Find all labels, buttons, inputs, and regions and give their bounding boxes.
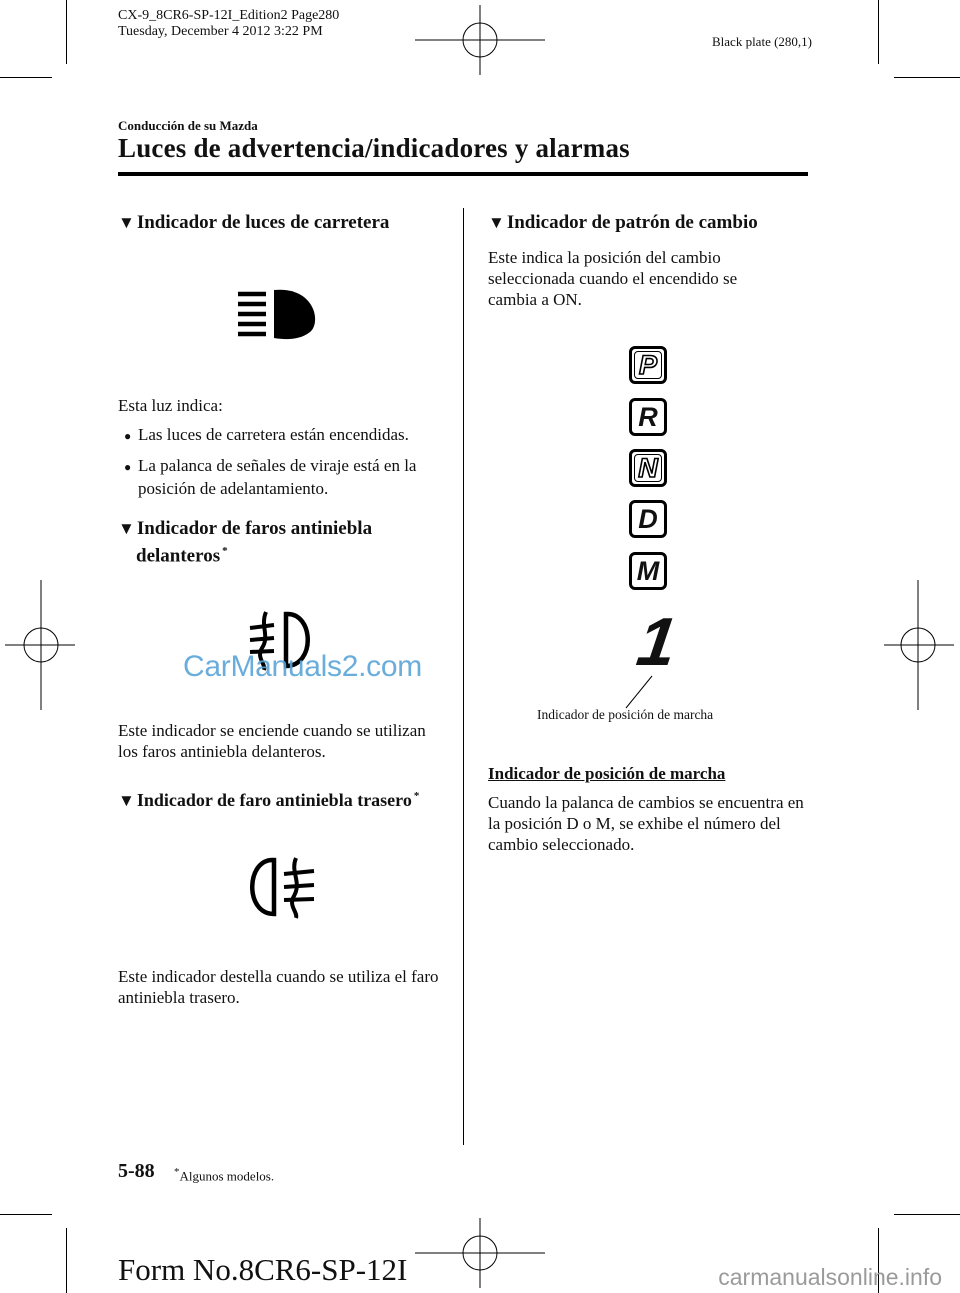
- heading-marker-icon: ▼: [118, 791, 135, 810]
- heading-marker-icon: ▼: [118, 519, 135, 538]
- print-date-line: Tuesday, December 4 2012 3:22 PM: [118, 24, 323, 39]
- gear-n-indicator: N: [629, 449, 667, 487]
- bullet-icon: ●: [124, 460, 132, 474]
- footnote: *Algunos modelos.: [174, 1166, 275, 1184]
- asterisk-icon: *: [413, 790, 420, 802]
- high-beam-heading: ▼ Indicador de luces de carretera: [118, 212, 390, 233]
- section-label: Conducción de su Mazda: [118, 118, 258, 133]
- plate-label: Black plate (280,1): [712, 34, 812, 49]
- page-number: 5-88: [118, 1160, 155, 1182]
- gear-m-indicator: M: [629, 552, 667, 590]
- gear-digit-caption: Indicador de posición de marcha: [537, 707, 714, 722]
- rear-fog-light-icon: [244, 854, 320, 920]
- callout-line: [622, 674, 656, 710]
- heading-marker-icon: ▼: [118, 213, 135, 232]
- registration-mark-left: [5, 580, 75, 710]
- registration-mark-top: [415, 5, 545, 75]
- watermark: CarManuals2.com: [183, 650, 422, 683]
- registration-mark-right: [884, 580, 954, 710]
- title-rule: [118, 172, 808, 176]
- shift-pattern-text: Este indica la posición del cambio seleccionada cuando el encendido se cambia a ON.: [488, 248, 738, 309]
- gear-d-indicator: D: [629, 500, 667, 538]
- shift-pattern-heading: ▼ Indicador de patrón de cambio: [488, 212, 758, 233]
- rear-fog-heading: ▼ Indicador de faro antiniebla trasero *: [118, 790, 420, 810]
- high-beam-intro: Esta luz indica:: [118, 396, 223, 415]
- print-metadata: [118, 8, 339, 40]
- high-beam-icon: [236, 286, 322, 342]
- gear-r-indicator: R: [629, 398, 667, 436]
- column-divider: [463, 208, 464, 1145]
- gear-position-text: Cuando la palanca de cambios se encuentra en la posición D o M, se exhibe el número del cambio seleccionado.: [488, 793, 804, 854]
- registration-mark-bottom: [415, 1218, 545, 1288]
- print-job-line: CX-9_8CR6-SP-12I_Edition2 Page280: [118, 8, 340, 23]
- heading-marker-icon: ▼: [488, 213, 505, 232]
- front-fog-text: Este indicador se enciende cuando se utilizan los faros antiniebla delanteros.: [118, 721, 426, 761]
- page-title: Luces de advertencia/indicadores y alarmas: [118, 133, 630, 163]
- gear-digit-display: 1: [632, 604, 682, 680]
- bullet-icon: ●: [124, 429, 132, 443]
- site-watermark: carmanualsonline.info: [718, 1264, 942, 1290]
- asterisk-icon: *: [174, 1166, 180, 1178]
- form-number: Form No.8CR6-SP-12I: [118, 1252, 408, 1287]
- rear-fog-text: Este indicador destella cuando se utiliza el faro antiniebla trasero.: [118, 967, 439, 1007]
- asterisk-icon: *: [222, 545, 228, 557]
- front-fog-heading: ▼ Indicador de faros antiniebla delanteros *: [118, 518, 373, 567]
- list-item: ● Las luces de carretera están encendidas.: [118, 424, 468, 447]
- gear-position-subheading: Indicador de posición de marcha: [488, 764, 726, 783]
- list-item: ● La palanca de señales de viraje está en la posición de adelantamiento.: [124, 456, 417, 498]
- gear-p-indicator: P: [629, 346, 667, 384]
